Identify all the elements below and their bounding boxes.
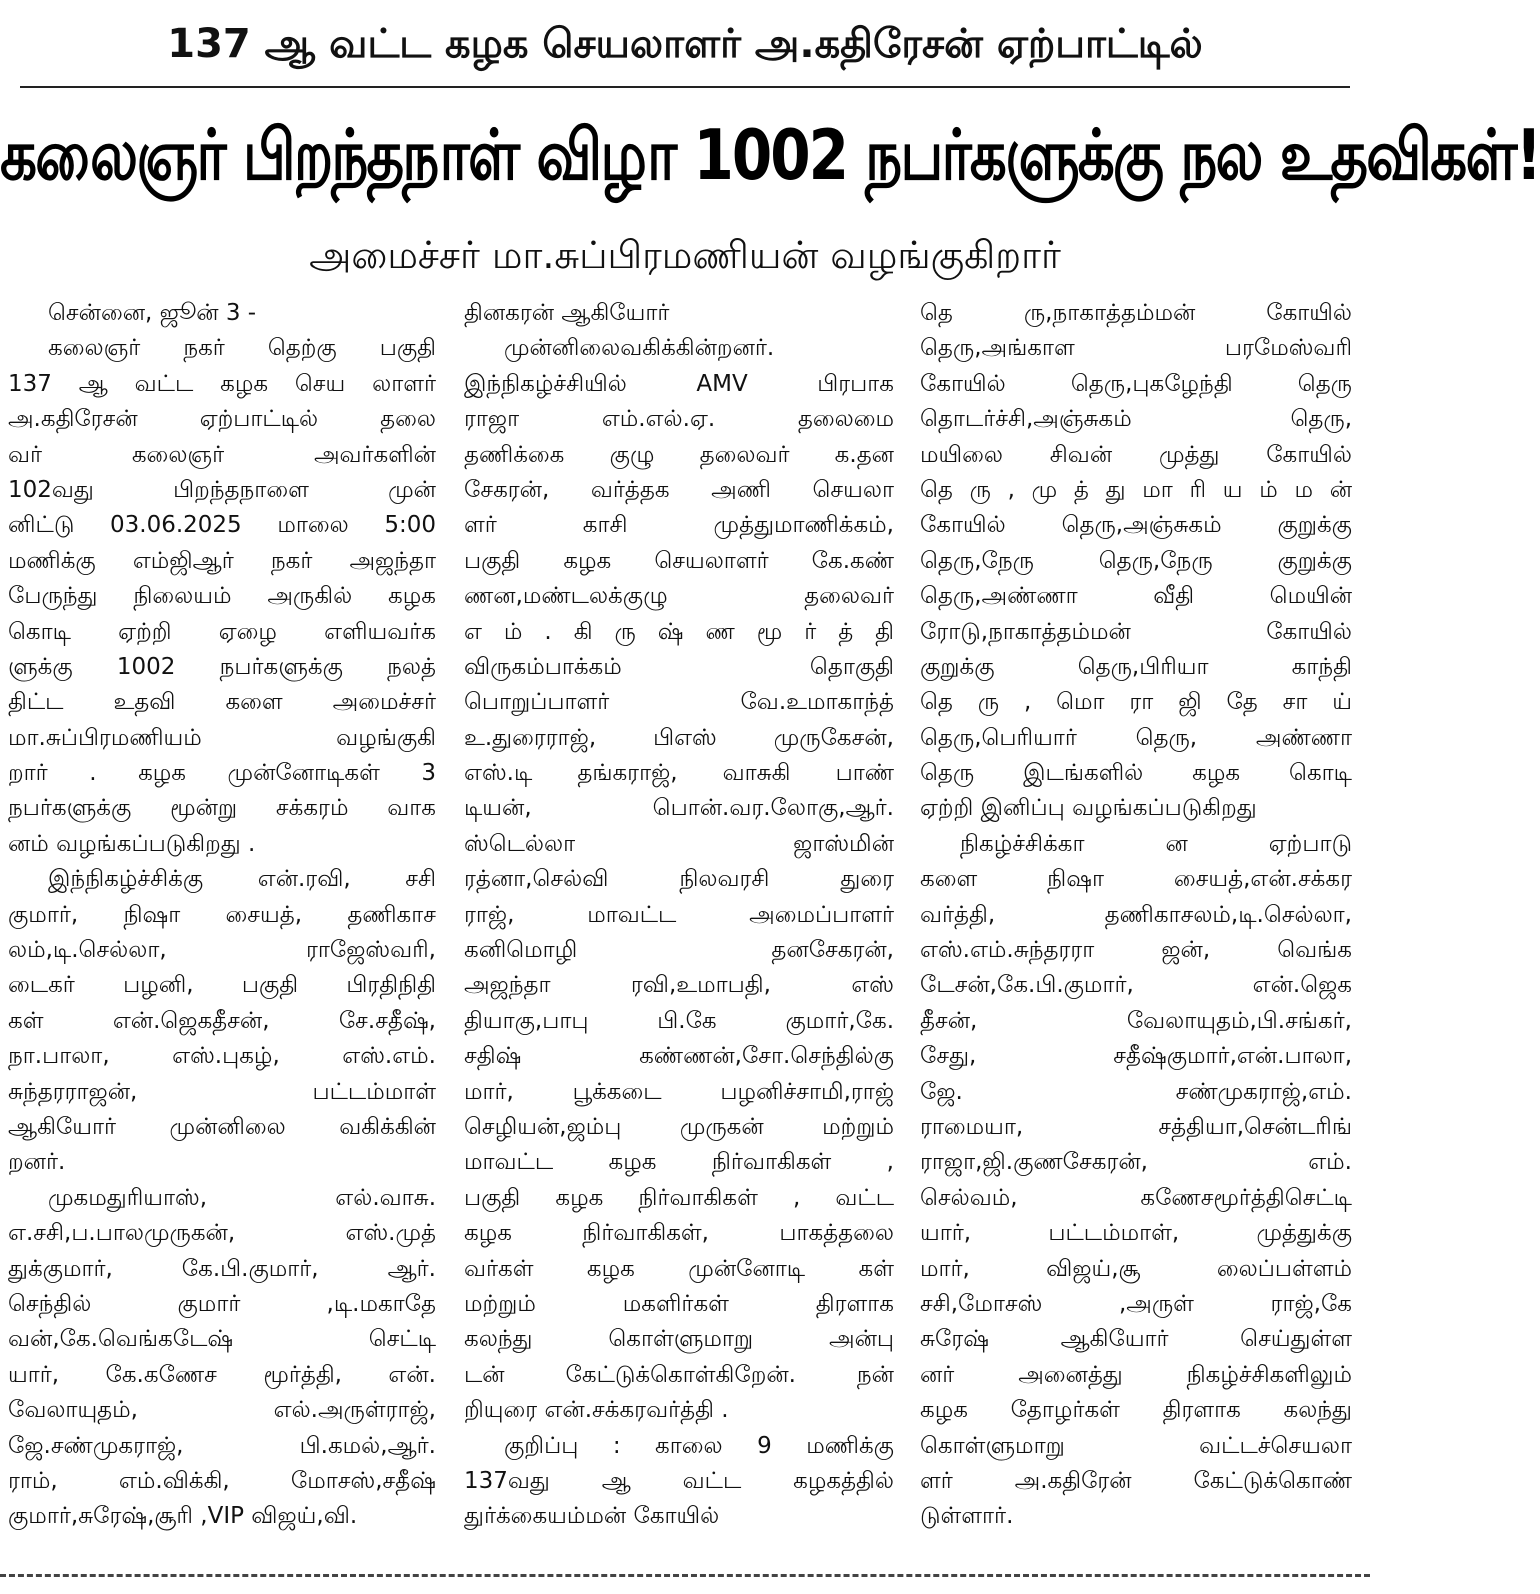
article-text-line: அ.கதிரேசன் ஏற்பாட்டில் தலை: [8, 406, 436, 433]
article-text-line: செல்வம், கணேசமூர்த்திசெட்டி: [920, 1184, 1352, 1211]
article-text-line: டுள்ளார்.: [920, 1503, 1014, 1530]
article-text-line: ளர் அ.கதிரேன் கேட்டுக்கொண்: [920, 1467, 1352, 1494]
article-text-line: தெரு,பெரியார் தெரு, அண்ணா: [920, 724, 1352, 751]
article-text-line: ராஜா,ஜி.குணசேகரன், எம்.: [920, 1149, 1352, 1176]
divider-rule: [20, 86, 1350, 88]
article-text-line: இந்நிகழ்ச்சியில் AMV பிரபாக: [464, 370, 894, 397]
article-text-line: யார், பட்டம்மாள், முத்துக்கு: [920, 1220, 1352, 1247]
article-text-line: பேருந்து நிலையம் அருகில் கழக: [8, 583, 436, 610]
article-text-line: றார் . கழக முன்னோடிகள் 3: [8, 760, 436, 787]
article-text-line: களை நிஷா சையத்,என்.சக்கர: [920, 866, 1352, 893]
article-text-line: டைகர் பழனி, பகுதி பிரதிநிதி: [8, 972, 436, 999]
article-text-line: னர் அனைத்து நிகழ்ச்சிகளிலும்: [920, 1361, 1352, 1388]
article-text-line: குமார், நிஷா சையத், தணிகாச: [8, 901, 436, 928]
article-text-line: தியாகு,பாபு பி.கே குமார்,கே.: [464, 1007, 894, 1034]
article-text-line: குறுக்கு தெரு,பிரியா காந்தி: [920, 653, 1352, 680]
article-text-line: கோயில் தெரு,அஞ்சுகம் குறுக்கு: [920, 512, 1352, 539]
article-text-line: திட்ட உதவி களை அமைச்சர்: [8, 689, 436, 716]
article-text-line: கொடி ஏற்றி ஏழை எளியவர்க: [8, 618, 436, 645]
article-text-line: விருகம்பாக்கம் தொகுதி: [464, 653, 894, 680]
article-text-line: ஆகியோர் முன்னிலை வகிக்கின்: [8, 1113, 436, 1140]
article-text-line: 137வது ஆ வட்ட கழகத்தில்: [464, 1467, 894, 1494]
article-text-line: வன்,கே.வெங்கடேஷ் செட்டி: [8, 1326, 436, 1353]
article-text-line: மணிக்கு எம்ஜிஆர் நகர் அஜந்தா: [8, 547, 436, 574]
article-text-line: தொடர்ச்சி,அஞ்சுகம் தெரு,: [920, 406, 1352, 433]
article-text-line: பொறுப்பாளர் வே.உமாகாந்த்: [464, 689, 894, 716]
article-text-line: கள் என்.ஜெகதீசன், சே.சதீஷ்,: [8, 1007, 436, 1034]
article-text-line: எ.சசி,ப.பாலமுருகன், எஸ்.முத்: [8, 1220, 436, 1247]
article-text-line: டியன், பொன்.வர.லோகு,ஆர்.: [464, 795, 894, 822]
article-text-line: கலைஞர் நகர் தெற்கு பகுதி: [48, 335, 436, 362]
article-text-line: பகுதி கழக செயலாளர் கே.கண்: [464, 547, 894, 574]
article-text-line: சேகரன், வர்த்தக அணி செயலா: [464, 476, 894, 503]
article-text-line: இந்நிகழ்ச்சிக்கு என்.ரவி, சசி: [48, 866, 436, 893]
article-text-line: நா.பாலா, எஸ்.புகழ், எஸ்.எம்.: [8, 1043, 436, 1070]
article-text-line: உ.துரைராஜ், பிஎஸ் முருகேசன்,: [464, 724, 894, 751]
article-text-line: 102வது பிறந்தநாளை முன்: [8, 476, 436, 503]
article-text-line: துக்குமார், கே.பி.குமார், ஆர்.: [8, 1255, 436, 1282]
article-text-line: துர்க்கையம்மன் கோயில்: [464, 1503, 720, 1530]
article-text-line: கழக தோழர்கள் திரளாக கலந்து: [920, 1397, 1352, 1424]
article-text-line: குமார்,சுரேஷ்,சூரி ,VIP விஜய்,வி.: [8, 1503, 358, 1530]
article-text-line: வர் கலைஞர் அவர்களின்: [8, 441, 436, 468]
article-text-line: தெரு,அங்காள பரமேஸ்வரி: [920, 335, 1352, 362]
article-text-line: மயிலை சிவன் முத்து கோயில்: [920, 441, 1352, 468]
article-text-line: கழக நிர்வாகிகள், பாகத்தலை: [464, 1220, 894, 1247]
article-text-line: னிட்டு 03.06.2025 மாலை 5:00: [8, 512, 436, 539]
article-text-line: கொள்ளுமாறு வட்டச்செயலா: [920, 1432, 1352, 1459]
article-text-line: டேசன்,கே.பி.குமார், என்.ஜெக: [920, 972, 1352, 999]
article-text-line: எஸ்.டி தங்கராஜ், வாசுகி பாண்: [464, 760, 894, 787]
article-text-line: மாவட்ட கழக நிர்வாகிகள் ,: [464, 1149, 894, 1176]
dashed-cut-line: [0, 1574, 1370, 1577]
article-text-line: நிகழ்ச்சிக்கா ன ஏற்பாடு: [960, 830, 1352, 857]
article-text-line: மற்றும் மகளிர்கள் திரளாக: [464, 1290, 894, 1317]
article-text-line: வர்கள் கழக முன்னோடி கள்: [464, 1255, 894, 1282]
article-text-line: லம்,டி.செல்லா, ராஜேஸ்வரி,: [8, 937, 436, 964]
headline: கலைஞர் பிறந்தநாள் விழா 1002 நபர்களுக்கு நல உதவிகள்!: [0, 114, 1540, 196]
article-text-line: வர்த்தி, தணிகாசலம்,டி.செல்லா,: [920, 901, 1352, 928]
article-text-line: எஸ்.எம்.சுந்தரரா ஜன், வெங்க: [920, 937, 1352, 964]
article-text-line: கலந்து கொள்ளுமாறு அன்பு: [464, 1326, 894, 1353]
article-text-line: மார், விஜய்,சூ லைப்பள்ளம்: [920, 1255, 1352, 1282]
article-text-line: தெரு,நேரு தெரு,நேரு குறுக்கு: [920, 547, 1352, 574]
article-text-line: முன்னிலைவகிக்கின்றனர்.: [504, 335, 775, 362]
article-text-line: தெரு இடங்களில் கழக கொடி: [920, 760, 1352, 787]
article-text-line: குறிப்பு : காலை 9 மணிக்கு: [504, 1432, 894, 1459]
article-text-line: டன் கேட்டுக்கொள்கிறேன். நன்: [464, 1361, 894, 1388]
article-text-line: எ ம் . கி ரு ஷ் ண மூ ர் த் தி: [464, 618, 894, 645]
article-text-line: றனர்.: [8, 1149, 66, 1176]
article-text-line: கோயில் தெரு,புகழேந்தி தெரு: [920, 370, 1352, 397]
article-text-line: ணன,மண்டலக்குழு தலைவர்: [464, 583, 894, 610]
article-text-line: ளுக்கு 1002 நபர்களுக்கு நலத்: [8, 653, 436, 680]
article-text-line: றியுரை என்.சக்கரவர்த்தி .: [464, 1397, 729, 1424]
article-text-line: செந்தில் குமார் ,டி.மகாதே: [8, 1290, 436, 1317]
article-text-line: தினகரன் ஆகியோர்: [464, 300, 670, 326]
article-text-line: மா.சுப்பிரமணியம் வழங்குகி: [8, 724, 436, 751]
article-text-line: நபர்களுக்கு மூன்று சக்கரம் வாக: [8, 795, 436, 822]
article-text-line: சேது, சதீஷ்குமார்,என்.பாலா,: [920, 1043, 1352, 1070]
article-text-line: மார், பூக்கடை பழனிச்சாமி,ராஜ்: [464, 1078, 894, 1105]
article-text-line: னம் வழங்கப்படுகிறது .: [8, 830, 256, 857]
article-text-line: சுரேஷ் ஆகியோர் செய்துள்ள: [920, 1326, 1352, 1353]
article-text-line: ஏற்றி இனிப்பு வழங்கப்படுகிறது: [920, 795, 1257, 822]
article-text-line: வேலாயுதம், எல்.அருள்ராஜ்,: [8, 1397, 436, 1424]
article-text-line: ராமையா, சத்தியா,சென்டரிங்: [920, 1113, 1352, 1140]
article-text-line: தெ ரு , மு த் து மா ரி ய ம் ம ன்: [920, 476, 1352, 503]
article-text-line: கனிமொழி தனசேகரன்,: [464, 937, 894, 964]
article-text-line: தீசன், வேலாயுதம்,பி.சங்கர்,: [920, 1007, 1352, 1034]
subheadline: அமைச்சர் மா.சுப்பிரமணியன் வழங்குகிறார்: [309, 233, 1061, 277]
article-column-3: [920, 296, 1352, 1536]
article-text-line: தெரு,அண்ணா வீதி மெயின்: [920, 583, 1352, 610]
article-text-line: தணிக்கை குழு தலைவர் க.தன: [464, 441, 894, 468]
article-text-line: முகமதுரியாஸ், எல்.வாசு.: [48, 1184, 436, 1211]
article-text-line: 137 ஆ வட்ட கழக செய லாளர்: [8, 370, 436, 397]
article-text-line: தெ ரு,நாகாத்தம்மன் கோயில்: [920, 300, 1352, 326]
article-text-line: செழியன்,ஜம்பு முருகன் மற்றும்: [464, 1113, 894, 1140]
article-column-2: [464, 296, 894, 1536]
article-text-line: தெ ரு , மொ ரா ஜி தே சா ய்: [920, 689, 1352, 716]
article-text-line: ரத்னா,செல்வி நிலவரசி துரை: [464, 866, 894, 893]
article-text-line: ரோடு,நாகாத்தம்மன் கோயில்: [920, 618, 1352, 645]
article-text-line: சுந்தரராஜன், பட்டம்மாள்: [8, 1078, 436, 1105]
article-text-line: சென்னை, ஜூன் 3 -: [48, 300, 257, 326]
article-column-1: [8, 296, 436, 1536]
article-text-line: ஸ்டெல்லா ஜாஸ்மின்: [464, 830, 894, 857]
article-text-line: பகுதி கழக நிர்வாகிகள் , வட்ட: [464, 1184, 894, 1211]
article-text-line: ஜே.சண்முகராஜ், பி.கமல்,ஆர்.: [8, 1432, 436, 1459]
article-text-line: ராஜா எம்.எல்.ஏ. தலைமை: [464, 406, 894, 433]
article-text-line: யார், கே.கணேச மூர்த்தி, என்.: [8, 1361, 436, 1388]
article-text-line: ராஜ், மாவட்ட அமைப்பாளர்: [464, 901, 894, 928]
kicker-line: 137 ஆ வட்ட கழக செயலாளர் அ.கதிரேசன் ஏற்பாட்டில்: [167, 21, 1203, 67]
article-text-line: சதிஷ் கண்ணன்,சோ.செந்தில்கு: [464, 1043, 894, 1070]
article-text-line: ஜே. சண்முகராஜ்,எம்.: [920, 1078, 1352, 1105]
article-text-line: அஜந்தா ரவி,உமாபதி, எஸ்: [464, 972, 894, 999]
article-text-line: ளர் காசி முத்துமாணிக்கம்,: [464, 512, 894, 539]
article-text-line: ராம், எம்.விக்கி, மோசஸ்,சதீஷ்: [8, 1467, 436, 1494]
article-text-line: சசி,மோசஸ் ,அருள் ராஜ்,கே: [920, 1290, 1352, 1317]
